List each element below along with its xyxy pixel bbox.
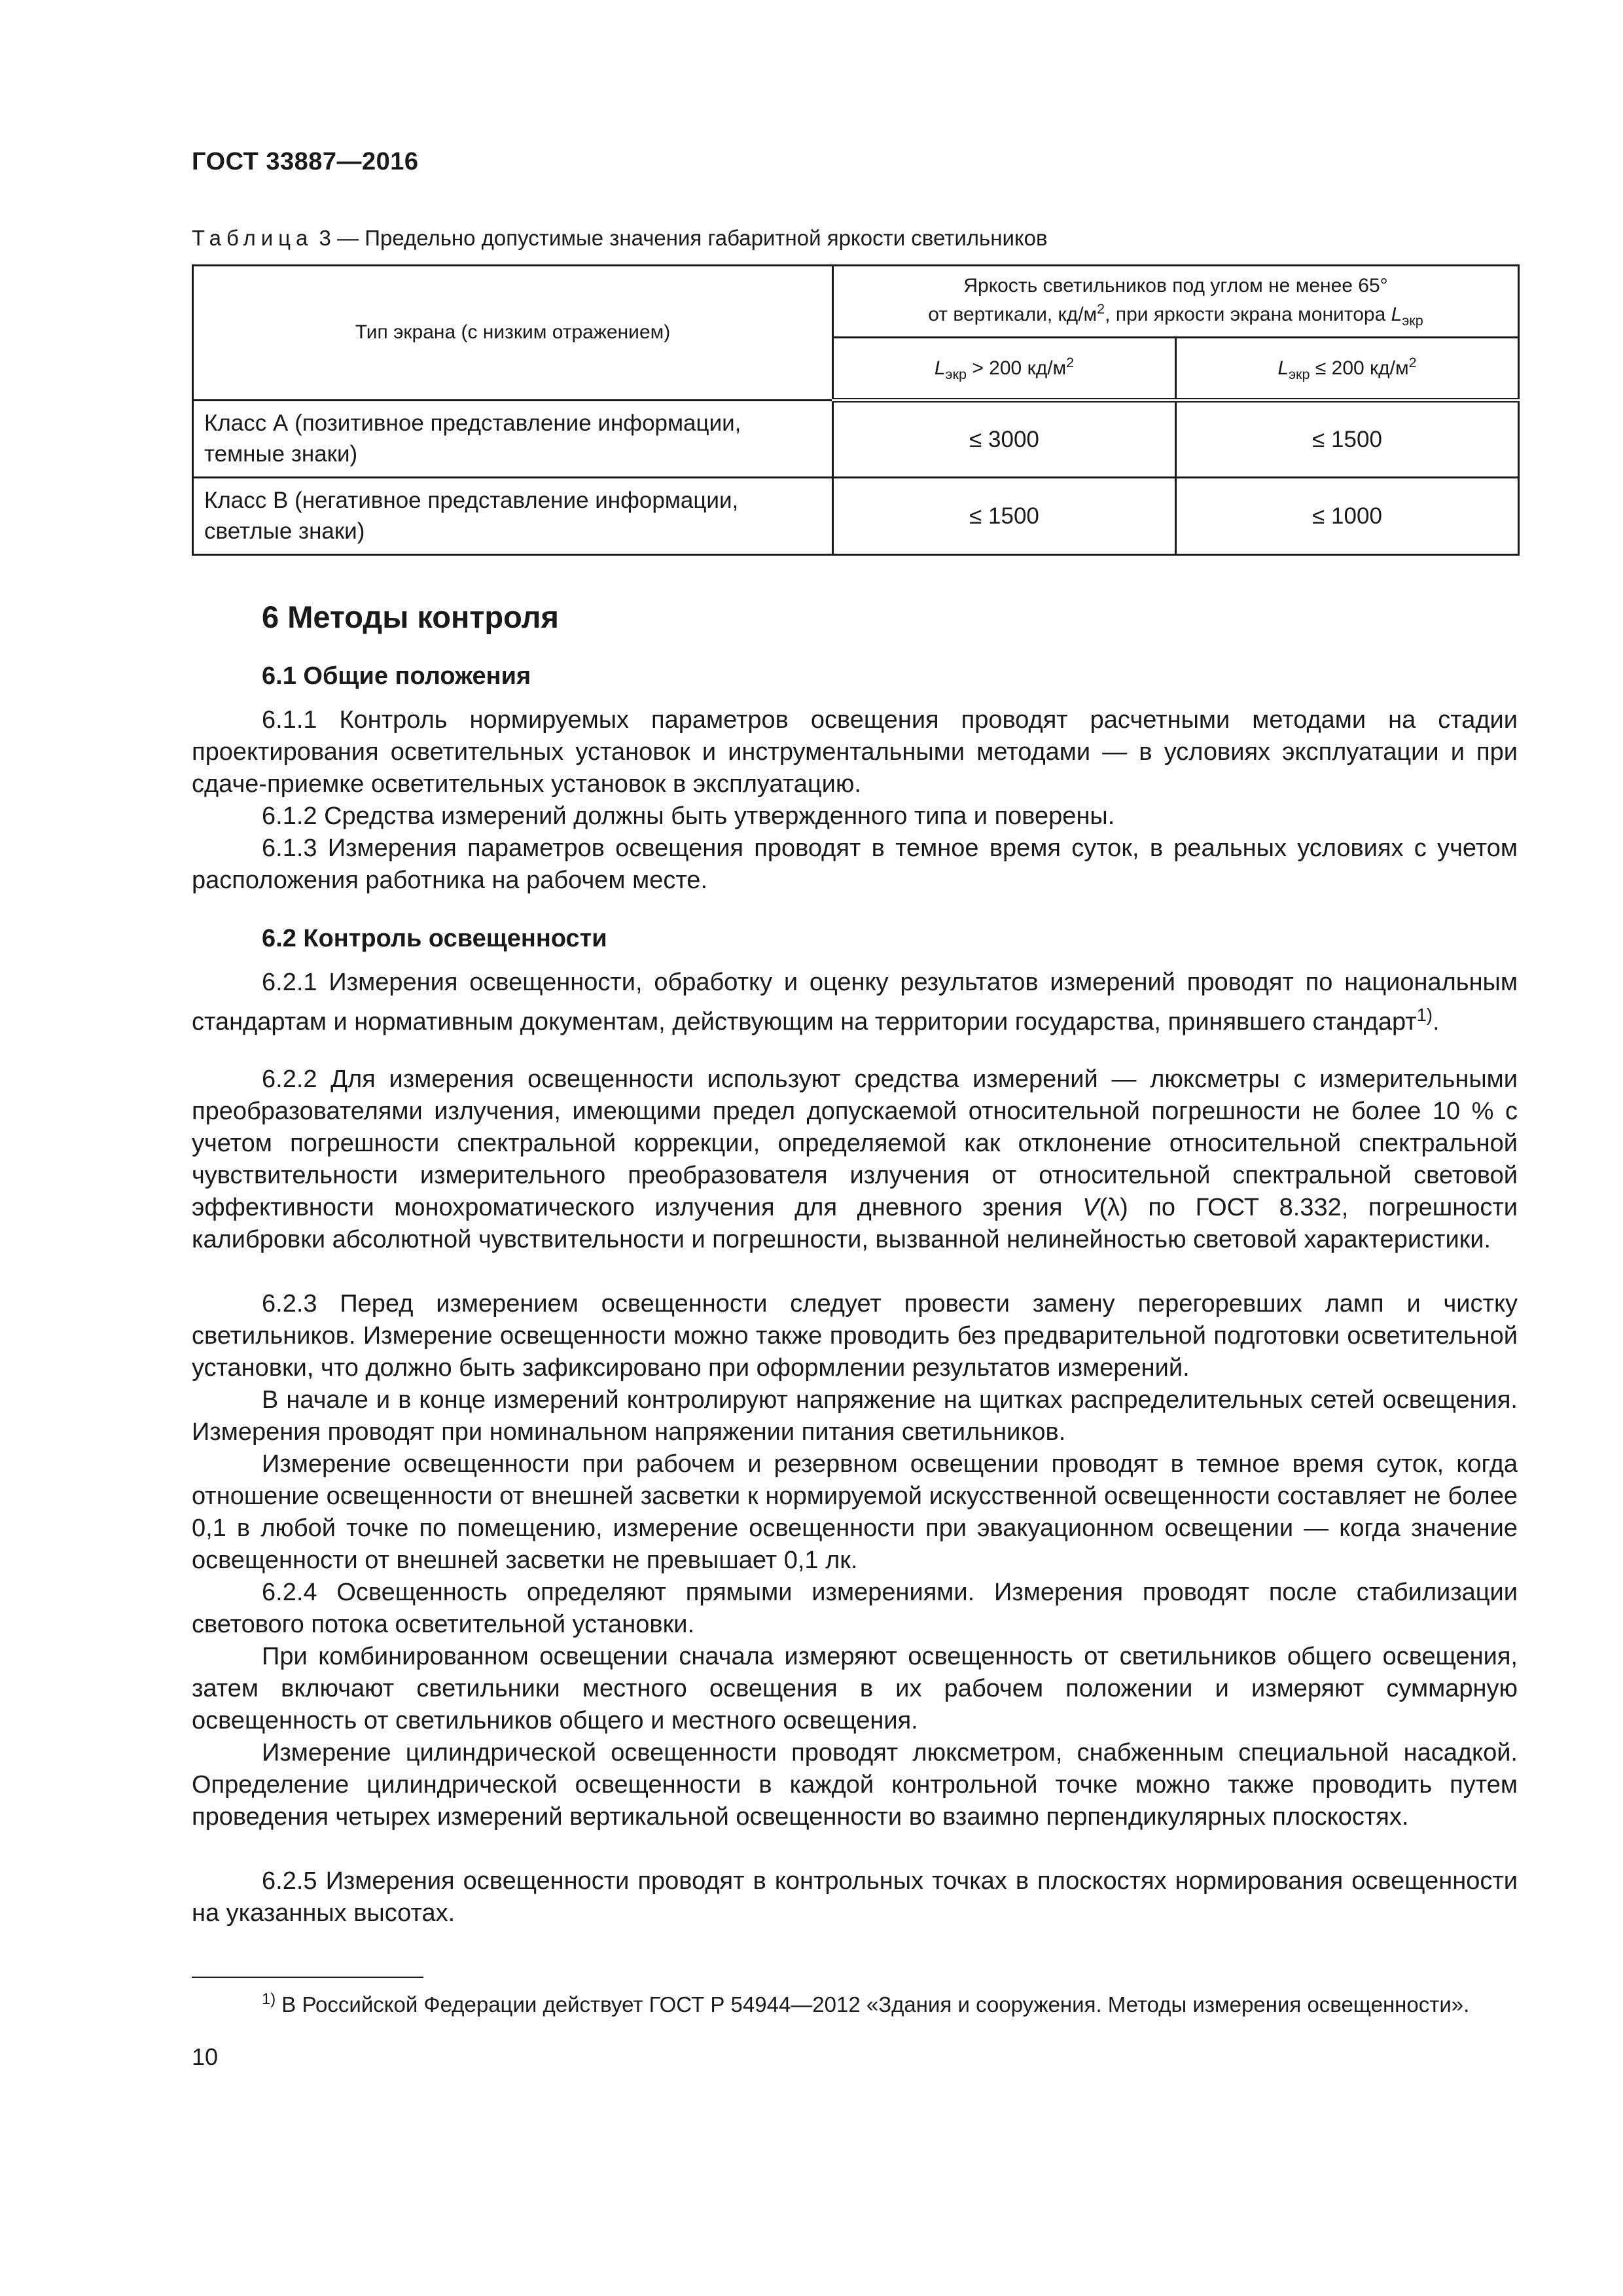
paragraph-6-2-3: 6.2.3 Перед измерением освещенности следует провести замену перегоревших ламп и чистку светильников. Измерение освещенности можно также проводить без предварительной подготовки осветительной установки, что должно быть зафиксировано при оформлении результатов измерений. bbox=[192, 1290, 1518, 1382]
table-caption-text: 3 — Предельно допустимые значения габаритной яркости светильников bbox=[313, 226, 1048, 250]
footnote-reference: 1) bbox=[1416, 1005, 1433, 1025]
paragraph-6-1-2: 6.1.2 Средства измерений должны быть утвержденного типа и поверены. bbox=[262, 802, 1115, 830]
value-cell: ≤ 1500 bbox=[833, 478, 1176, 555]
section-title: 6 Методы контроля bbox=[262, 600, 559, 634]
subsection-heading-6-2: 6.2 Контроль освещенности bbox=[262, 925, 607, 952]
table-row bbox=[193, 478, 1519, 555]
table-caption bbox=[192, 226, 1048, 251]
paragraph-6-2-4: 6.2.4 Освещенность определяют прямыми измерениями. Измерения проводят после стабилизации светового потока осветительной установки. bbox=[192, 1579, 1518, 1638]
col-header-sub1: $L_{экр} > 200$ $кд/м^2$ bbox=[833, 338, 1176, 401]
document-header: ГОСТ 33887—2016 bbox=[192, 148, 419, 175]
screen-type-cell: Класс В (негативное представление информации, светлые знаки) bbox=[193, 478, 833, 555]
paragraph-6-2-5: 6.2.5 Измерения освещенности проводят в контрольных точках в плоскостях нормирования освещенности на указанных высотах. bbox=[192, 1867, 1518, 1927]
value-cell: ≤ 1000 bbox=[1176, 478, 1519, 555]
paragraph-cylindrical-illuminance: Измерение цилиндрической освещенности проводят люксметром, снабженным специальной насадкой. Определение цилиндрической освещенности в каждой контрольной точке можно также проводить путем проведения четырех измерений вертикальной освещенности во взаимно перпендикулярных плоскостях. bbox=[192, 1739, 1518, 1831]
paragraph-6-1-1: 6.1.1 Контроль нормируемых параметров освещения проводят расчетными методами на стадии проектирования осветительных установок и инструментальными методами — в условиях эксплуатации и при сдаче-приемке осветительных установок в эксплуатацию. bbox=[192, 706, 1518, 798]
paragraph-combined-lighting: При комбинированном освещении сначала измеряют освещенность от светильников общего освещения, затем включают светильники местного освещения в их рабочем положении и измеряют суммарную освещенность от светильников общего и местного освещения. bbox=[192, 1643, 1518, 1734]
paragraph-6-2-1: 6.2.1 Измерения освещенности, обработку и оценку результатов измерений проводят по национальным стандартам и нормативным документам, действующим на территории государства, принявшего стандарт$^{1)}$. bbox=[192, 969, 1518, 1036]
footnote-marker: 1) bbox=[262, 1990, 276, 2008]
value-cell: ≤ 1500 bbox=[1176, 401, 1519, 478]
footnote bbox=[192, 1985, 1518, 2018]
col-header-screen-type: Тип экрана (с низким отражением) bbox=[193, 266, 833, 401]
col-header-sub2: $L_{экр} \le 200$ $кд/м^2$ bbox=[1176, 338, 1519, 401]
paragraph-6-1-3: 6.1.3 Измерения параметров освещения проводят в темное время суток, в реальных условиях с учетом расположения работника на рабочем месте. bbox=[192, 834, 1518, 894]
subsection-heading-6-1: 6.1 Общие положения bbox=[262, 662, 531, 690]
table-header-row bbox=[193, 266, 1519, 338]
page-number: 10 bbox=[192, 2043, 219, 2070]
footnote-divider bbox=[192, 1977, 423, 1978]
screen-type-cell: Класс А (позитивное представление информации, темные знаки) bbox=[193, 401, 833, 478]
col-header-luminance bbox=[833, 266, 1519, 338]
col-header-luminance-line1: Яркость светильников под углом не менее 65° bbox=[963, 274, 1388, 296]
value-cell: ≤ 3000 bbox=[833, 401, 1176, 478]
col-header-luminance-line2: от вертикали, $кд/м^2$, при яркости экрана монитора $L_{экр}$ bbox=[928, 300, 1423, 329]
paragraph-6-2-2: 6.2.2 Для измерения освещенности используют средства измерений — люксметры с измерительными преобразователями излучения, имеющими предел допускаемой относительной погрешности не более 10 % с учетом погрешности спектральной коррекции, определяемой как отклонение относительной спектральной чувствительности измерительного преобразователя излучения от относительной спектральной световой эффективности монохроматического излучения для дневного зрения V(λ) по ГОСТ 8.332, погрешности калибровки абсолютной чувствительности и погрешности, вызванной нелинейностью световой характеристики. bbox=[192, 1066, 1518, 1253]
paragraph-voltage-control: В начале и в конце измерений контролируют напряжение на щитках распределительных сетей освещения. Измерения проводят при номинальном напряжении питания светильников. bbox=[192, 1386, 1518, 1446]
footnote-text: В Российской Федерации действует ГОСТ Р 54944—2012 «Здания и сооружения. Методы измерения освещенности». bbox=[276, 1992, 1470, 2017]
luminance-table bbox=[192, 264, 1520, 556]
paragraph-emergency-lighting: Измерение освещенности при рабочем и резервном освещении проводят в темное время суток, когда отношение освещенности от внешней засветки к нормируемой искусственной освещенности составляет не более 0,1 в любой точке по помещению, измерение освещенности при эвакуационном освещении — когда значение освещенности от внешней засветки не превышает 0,1 лк. bbox=[192, 1450, 1518, 1574]
table-caption-label: Таблица bbox=[192, 226, 313, 250]
table-row bbox=[193, 401, 1519, 478]
